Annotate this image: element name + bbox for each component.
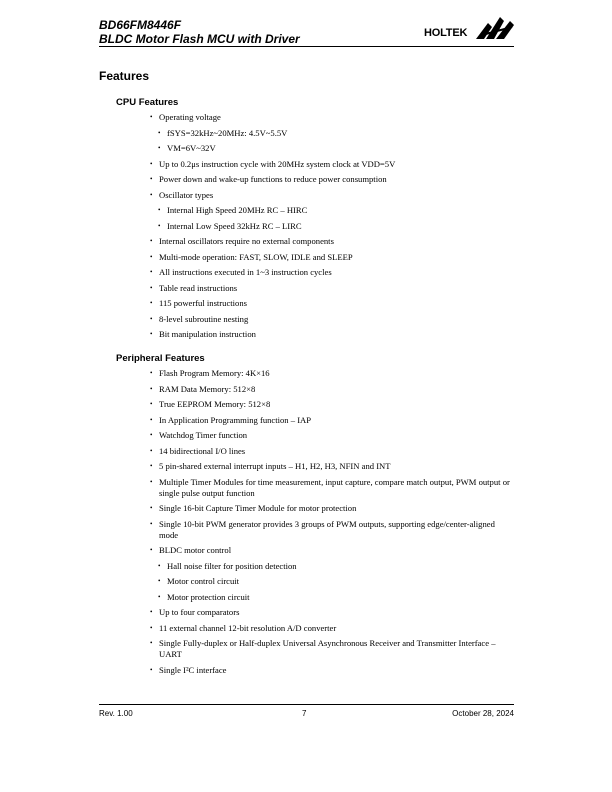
list-item: • Watchdog Timer function: [150, 430, 514, 441]
list-item: • 5 pin-shared external interrupt inputs – H1, H2, H3, NFIN and INT: [150, 461, 514, 472]
list-item: • In Application Programming function – IAP: [150, 415, 514, 426]
list-item: • True EEPROM Memory: 512×8: [150, 399, 514, 410]
logo-mark-icon: [424, 13, 516, 43]
list-item: • Single I²C interface: [150, 665, 514, 676]
footer-page-number: 7: [302, 709, 307, 718]
footer-rule: [99, 704, 514, 705]
footer-revision: Rev. 1.00: [99, 709, 133, 718]
list-item: • 11 external channel 12-bit resolution A/D converter: [150, 623, 514, 634]
sub-list-item: • Internal Low Speed 32kHz RC – LIRC: [150, 221, 514, 232]
peripheral-features-list: [150, 368, 514, 680]
list-item: • Oscillator types: [150, 190, 514, 201]
list-item: • Internal oscillators require no external components: [150, 236, 514, 247]
list-item: • Bit manipulation instruction: [150, 329, 514, 340]
part-number: BD66FM8446F: [99, 18, 182, 32]
list-item: • Flash Program Memory: 4K×16: [150, 368, 514, 379]
list-item: • 115 powerful instructions: [150, 298, 514, 309]
holtek-logo: [424, 13, 516, 43]
list-item: • 14 bidirectional I/O lines: [150, 446, 514, 457]
list-item: • BLDC motor control: [150, 545, 514, 556]
sub-list-item: • fSYS=32kHz~20MHz: 4.5V~5.5V: [150, 128, 514, 139]
list-item: • Multi-mode operation: FAST, SLOW, IDLE and SLEEP: [150, 252, 514, 263]
list-item: • Power down and wake-up functions to reduce power consumption: [150, 174, 514, 185]
list-item: • RAM Data Memory: 512×8: [150, 384, 514, 395]
list-item: • Operating voltage: [150, 112, 514, 123]
peripheral-features-heading: Peripheral Features: [116, 353, 205, 364]
logo-text: HOLTEK: [424, 27, 468, 39]
list-item: • 8-level subroutine nesting: [150, 314, 514, 325]
list-item: • Multiple Timer Modules for time measurement, input capture, compare match output, PWM output or single pulse output function: [150, 477, 514, 499]
document-subtitle: BLDC Motor Flash MCU with Driver: [99, 32, 300, 46]
list-item: • Single 16-bit Capture Timer Module for motor protection: [150, 503, 514, 514]
list-item: • Up to 0.2μs instruction cycle with 20MHz system clock at VDD=5V: [150, 159, 514, 170]
header-rule: [99, 46, 514, 47]
list-item: • Single 10-bit PWM generator provides 3 groups of PWM outputs, supporting edge/center-aligned mode: [150, 519, 514, 541]
sub-list-item: • Hall noise filter for position detection: [150, 561, 514, 572]
cpu-features-list: [150, 112, 514, 345]
list-item: • Up to four comparators: [150, 607, 514, 618]
document-header: [99, 18, 300, 46]
section-title: Features: [99, 69, 150, 83]
sub-list-item: • Internal High Speed 20MHz RC – HIRC: [150, 205, 514, 216]
list-item: • Table read instructions: [150, 283, 514, 294]
sub-list-item: • Motor control circuit: [150, 576, 514, 587]
cpu-features-heading: CPU Features: [116, 97, 179, 108]
sub-list-item: • Motor protection circuit: [150, 592, 514, 603]
footer-date: October 28, 2024: [452, 709, 514, 718]
list-item: • All instructions executed in 1~3 instruction cycles: [150, 267, 514, 278]
sub-list-item: • VM=6V~32V: [150, 143, 514, 154]
list-item: • Single Fully-duplex or Half-duplex Universal Asynchronous Receiver and Transmitter Interface – UART: [150, 638, 514, 660]
